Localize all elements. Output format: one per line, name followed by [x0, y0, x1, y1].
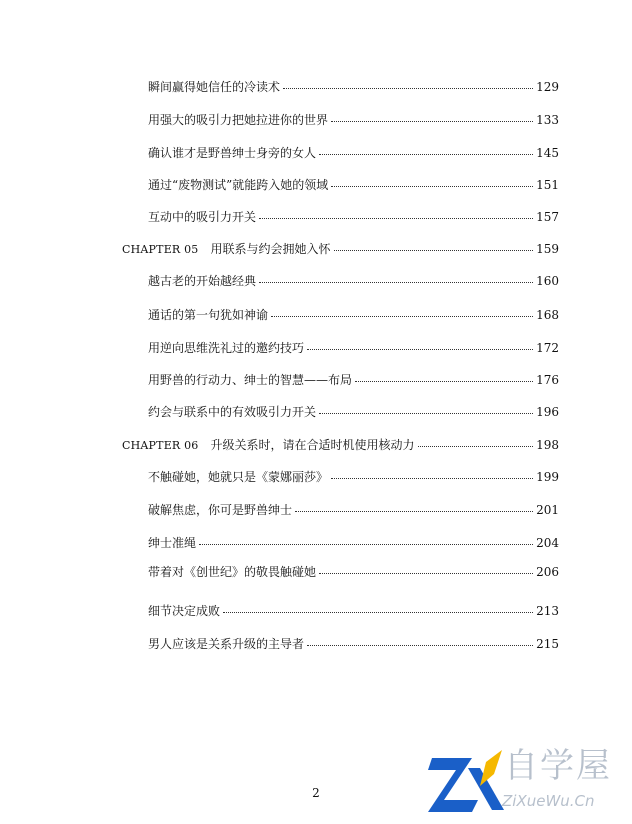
- toc-leader-dots: [418, 446, 534, 447]
- chapter-label: CHAPTER 06: [122, 439, 199, 452]
- toc-entry-page: 133: [536, 113, 559, 127]
- toc-entry: [148, 564, 559, 580]
- logo-x-accent: [480, 750, 502, 786]
- toc-entry: [148, 636, 559, 652]
- toc-entry-title: 通话的第一句犹如神谕: [148, 308, 269, 322]
- toc-leader-dots: [259, 282, 533, 283]
- toc-entry: [148, 469, 559, 485]
- toc-entry-title: 越古老的开始越经典: [148, 274, 257, 288]
- toc-leader-dots: [319, 154, 533, 155]
- toc-entry-page: 176: [536, 373, 559, 387]
- toc-entry: [148, 535, 559, 551]
- toc-entry-page: 168: [536, 308, 559, 322]
- toc-entry-page: 215: [536, 637, 559, 651]
- toc-entry-title: 细节决定成败: [148, 604, 221, 618]
- toc-leader-dots: [283, 88, 533, 89]
- toc-entry-page: 160: [536, 274, 559, 288]
- page-number: 2: [312, 786, 320, 800]
- toc-leader-dots: [259, 218, 533, 219]
- toc-leader-dots: [307, 645, 533, 646]
- toc-entry-page: 172: [536, 341, 559, 355]
- toc-entry-page: 145: [536, 146, 559, 160]
- toc-entry-title: 用野兽的行动力、绅士的智慧——布局: [148, 373, 353, 387]
- toc-entry: [148, 273, 559, 289]
- toc-entry-title: 互动中的吸引力开关: [148, 210, 257, 224]
- toc-entry: [148, 502, 559, 518]
- toc-entry-title: 用联系与约会拥她入怀: [210, 242, 331, 256]
- toc-leader-dots: [307, 349, 533, 350]
- toc-entry-title: 不触碰她，她就只是《蒙娜丽莎》: [148, 470, 329, 484]
- toc-entry: [148, 307, 559, 323]
- toc-entry-page: 206: [536, 565, 559, 579]
- toc-leader-dots: [319, 573, 533, 574]
- toc-leader-dots: [331, 478, 533, 479]
- toc-entry-page: 159: [536, 242, 559, 256]
- toc-entry-title: 用强大的吸引力把她拉进你的世界: [148, 113, 329, 127]
- toc-entry-page: 129: [536, 80, 559, 94]
- toc-leader-dots: [319, 413, 533, 414]
- toc-entry-title: 用逆向思维洗礼过的邀约技巧: [148, 341, 305, 355]
- toc-entry: [148, 145, 559, 161]
- toc-entry: [148, 177, 559, 193]
- toc-entry-title: 瞬间赢得她信任的冷读术: [148, 80, 281, 94]
- toc-entry-title: 破解焦虑，你可是野兽绅士: [148, 503, 293, 517]
- toc-leader-dots: [271, 316, 533, 317]
- toc-leader-dots: [355, 381, 533, 382]
- toc-leader-dots: [334, 250, 534, 251]
- toc-leader-dots: [223, 612, 533, 613]
- watermark-logo: [428, 742, 632, 820]
- toc-leader-dots: [331, 121, 533, 122]
- toc-chapter-entry: [122, 241, 559, 258]
- toc-entry: [148, 112, 559, 128]
- toc-entry-title: 男人应该是关系升级的主导者: [148, 637, 305, 651]
- toc-leader-dots: [331, 186, 533, 187]
- toc-entry-title: 确认谁才是野兽绅士身旁的女人: [148, 146, 317, 160]
- toc-entry-page: 196: [536, 405, 559, 419]
- toc-entry-title: 升级关系时，请在合适时机使用核动力: [210, 438, 415, 452]
- toc-entry-page: 201: [536, 503, 559, 517]
- toc-entry-page: 157: [536, 210, 559, 224]
- toc-entry-page: 199: [536, 470, 559, 484]
- watermark-text-cn: 自学屋: [504, 746, 612, 786]
- toc-entry: [148, 603, 559, 619]
- toc-chapter-entry: [122, 437, 559, 454]
- logo-z-mark: [428, 758, 478, 812]
- toc-entry: [148, 404, 559, 420]
- toc-entry: [148, 340, 559, 356]
- toc-entry: [148, 372, 559, 388]
- toc-entry-page: 198: [536, 438, 559, 452]
- toc-entry-title: 通过“废物测试”就能跨入她的领域: [148, 178, 329, 192]
- chapter-label: CHAPTER 05: [122, 243, 199, 256]
- toc-entry-page: 213: [536, 604, 559, 618]
- toc-leader-dots: [295, 511, 533, 512]
- toc-leader-dots: [199, 544, 533, 545]
- toc-entry-title: 带着对《创世纪》的敬畏触碰她: [148, 565, 317, 579]
- toc-entry-page: 151: [536, 178, 559, 192]
- toc-entry: [148, 79, 559, 95]
- zx-logo-icon: [428, 742, 508, 820]
- toc-entry: [148, 209, 559, 225]
- toc-entry-title: 绅士准绳: [148, 536, 197, 550]
- watermark-text-en: ZiXueWu.Cn: [502, 792, 595, 810]
- toc-entry-title: 约会与联系中的有效吸引力开关: [148, 405, 317, 419]
- toc-entry-page: 204: [536, 536, 559, 550]
